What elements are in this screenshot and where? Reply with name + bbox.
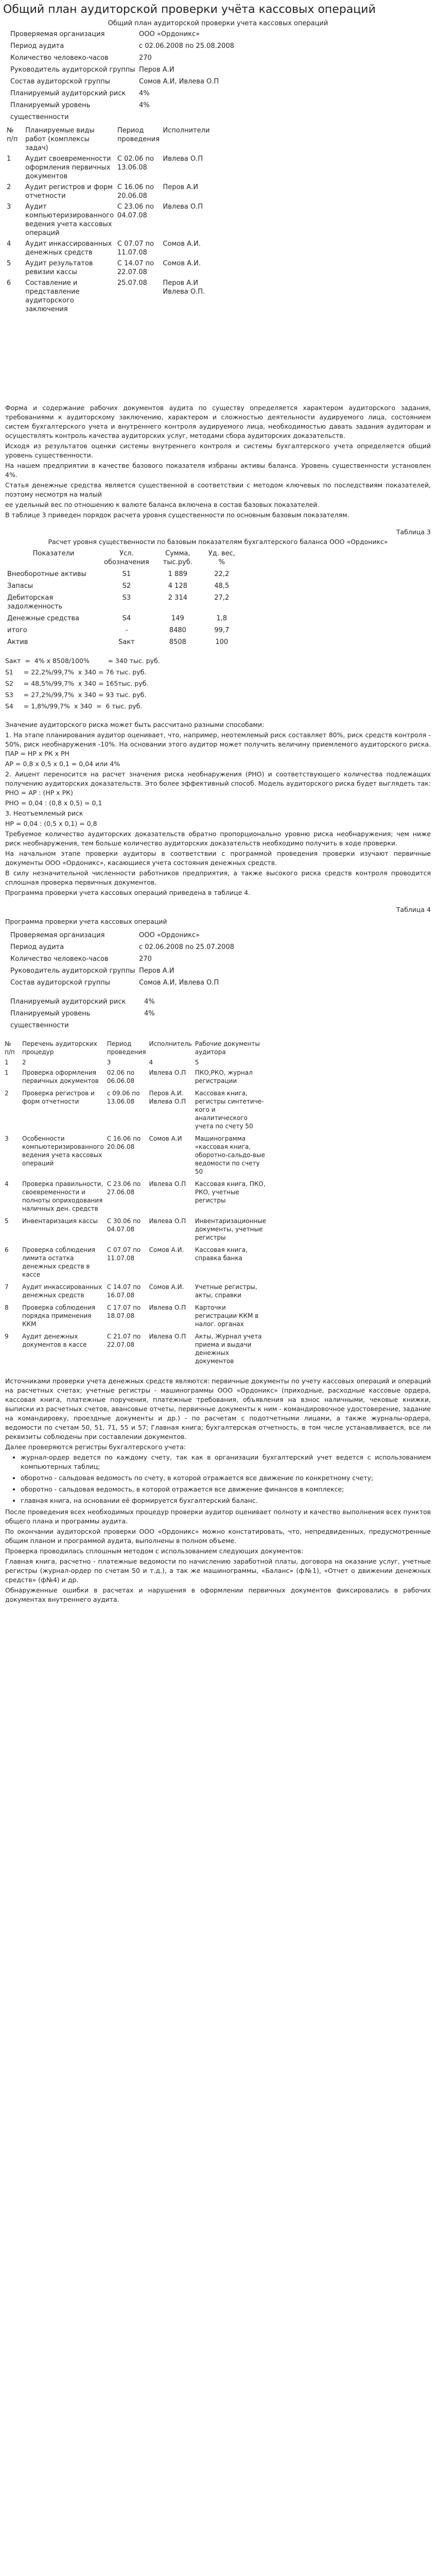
table4-mat-label: Планируемый уровень существенности — [10, 1010, 91, 1029]
paragraph: Программа проверки учета кассовых операций приведена в таблице 4. — [5, 889, 251, 896]
table4-info-row — [0, 929, 436, 941]
table4-cell-p: С 30.06 по 04.07.08 — [107, 1217, 141, 1233]
plan-cell-p: С 07.07 по 11.07.08 — [117, 240, 154, 257]
table3-cell: 48,5 — [214, 582, 230, 590]
plan-cell-n: 6 — [7, 279, 11, 287]
table4-cell-w: Проверка соблюдения порядка применения ККМ — [22, 1304, 96, 1328]
table4-info-value: Сомов А.И, Ивлева О.П — [139, 979, 219, 987]
table4-cell-e: Сомов А.И. — [149, 1246, 184, 1253]
table4-colnums — [3, 1057, 268, 1067]
table4-cell-d: Учетные регистры, акты, справки — [195, 1283, 257, 1299]
table4-mat-row — [0, 1008, 436, 1031]
section-paragraphs-1 — [0, 403, 436, 520]
plan-info-label: Количество человеко-часов — [10, 54, 109, 62]
table3-cell: 149 — [171, 615, 184, 622]
calc-lines — [0, 655, 436, 712]
table4-info-label: Проверяемая организация — [10, 931, 105, 939]
table3-cell: 99,7 — [214, 626, 230, 634]
table4-cell-w: Проверка регистров и форм отчетности — [22, 1090, 95, 1105]
paragraph: 2. Аицент переносится на расчет значения риска необнаружения (РНО) и соответствующего количества подлежащих получению аудиторских доказательств. Это более эффективный способ. Модель аудиторского риска будет выглядеть так: РНО = АР : (НР х РК) — [5, 770, 431, 796]
table4-cell-p: 02.06 по 06.06.08 — [107, 1069, 135, 1084]
table4-cell-d: Машинограмма «кассовая книга, оборотно-сальдо-вые ведомости по счету 50 — [195, 1135, 265, 1175]
plan-cell-e: Сомов А.И. — [163, 240, 201, 248]
plan-cell-w: Аудит своевременности оформления первичных документов — [25, 155, 111, 180]
table4-cell-w: Аудит инкассированных денежных средств — [22, 1283, 102, 1299]
plan-cell-e: Перов А.И Ивлева О.П. — [163, 279, 205, 296]
spacer — [0, 1031, 436, 1039]
table4 — [3, 1039, 268, 1368]
table4-cell-p: С 17.07 по 18.07.08 — [107, 1304, 141, 1319]
plan-table-row — [5, 182, 221, 201]
plan-info-row — [0, 52, 436, 64]
table4-colnum: 2 — [22, 1059, 26, 1066]
table3-cell: 100 — [215, 638, 229, 646]
plan-head-p: Период проведения — [117, 127, 160, 143]
plan-info-label: Проверяемая организация — [10, 30, 105, 38]
table3-cell: 8508 — [169, 638, 186, 646]
plan-cell-e: Перов А.И — [163, 183, 198, 191]
table3-cell: Дебиторская задолженность — [7, 594, 63, 611]
table3-cell: - — [125, 626, 128, 634]
plan-cell-p: 25.07.08 — [117, 279, 147, 287]
table3-cell: 1 889 — [168, 570, 187, 578]
table4-info-value: с 02.06.2008 по 25.07.2008 — [139, 943, 234, 951]
paragraph: Источниками проверки учета денежных средств являются: первичные документы по учету кассовых операций и операций на расчетных счетах; учетные регистры - машинограммы ООО «Ордоникс» (приходные, расходные кассовые ордера, кассовая книга, платежные поручения, платежные требования, объявления на взнос наличными, чековые книжки, выписки из расчетных счетов, авансовые отчеты, первичные документы к ним - командировочное удостоверение, задание на командировку, проездные документы и др.) - по расчетам с подотчетными лицами, а также журналы-ордера, ведомости по счетам 50, 51, 71, 55 и 57; Главная книга; бухгалтерская отчетность, в том числе устанавливается, все ли реквизиты соблюдены при составлении документов. — [5, 1377, 431, 1440]
paragraph: 1. На этапе планирования аудитор оценивает, что, например, неотемлемый риск составляет 80%, риск средств контроля - 50%, риск необнаружения -10%. На основании этого аудитор может получить величину приемлемого аудиторского риска. ПАР = НР х РК х РН — [5, 731, 431, 757]
paragraph: НР = 0,04 : (0,5 х 0,1) = 0,8 — [5, 820, 97, 827]
table4-cell-e: Сомов А.И. — [149, 1283, 184, 1291]
plan-table-header — [5, 125, 221, 154]
table4-cell-p: С 16.06 по 20.06.08 — [107, 1135, 141, 1150]
table3-cell: Запасы — [7, 582, 33, 590]
paragraph: Обнаруженные ошибки в расчетах и нарушения в оформлении первичных документов фиксировались в рабочих документах внутреннего аудита. — [5, 1586, 431, 1603]
paragraph: Форма и содержание рабочих документов аудита по существу определяется характером аудиторского задания, требованиями к аудиторскому заключению, характером и сложностью деятельности аудируемого лица, состоянием систем бухгалтерского учета и внутреннего контроля аудируемого лица, необходимостью давать задания аудиторам и осуществлять контроль качества аудиторских услуг, методами сбора аудиторских доказательств. — [5, 404, 431, 439]
plan-cell-w: Аудит компьютеризированного ведения учета кассовых операций — [25, 203, 114, 237]
plan-cell-p: С 23.06 по 04.07.08 — [117, 203, 154, 219]
table4-info-row — [0, 965, 436, 977]
table3-head-1: Усл. обозначения — [104, 550, 149, 566]
paragraph: После проведения всех необходимых процедур проверки аудитор оценивает полноту и качество выполнения всех пунктов общего плана и программы аудита. — [5, 1508, 431, 1525]
table4-cell-w: Проверка правильности, своевременности и полноты оприходования наличных ден. средств — [22, 1180, 103, 1212]
table3-cell: 4 128 — [168, 582, 187, 590]
table4-cell-w: Особенности компьютеризированного ведения учета кассовых операций — [22, 1135, 104, 1167]
table4-cell-d: Карточки регистрации ККМ в налог. органах — [195, 1304, 259, 1328]
table4-cell-n: 6 — [5, 1246, 9, 1253]
table4-info-row — [0, 953, 436, 965]
table4-cell-d: Инвентаризационные документы, учетные регистры — [195, 1217, 267, 1241]
table4-cell-n: 8 — [5, 1304, 9, 1311]
table4-head-w: Перечень аудиторских процедур — [22, 1040, 97, 1056]
plan-info-label: Планируемый уровень существенности — [10, 101, 91, 121]
list-item: • оборотно - сальдовая ведомость по счету, в которой отражается все движение по конкретному счету; — [21, 1473, 431, 1483]
spacer — [0, 648, 436, 655]
table4-risk-label: Планируемый аудиторский риск — [10, 998, 126, 1006]
table4-info-value: 270 — [139, 955, 152, 963]
table4-cell-e: Ивлева О.П — [149, 1180, 186, 1188]
table3-row — [5, 580, 239, 592]
table4-mat-value: 4% — [144, 1010, 155, 1018]
table4-cell-n: 5 — [5, 1217, 9, 1225]
table4-cell-n: 7 — [5, 1283, 9, 1291]
table4-head-p: Период проведения — [107, 1040, 146, 1056]
table4-cell-n: 9 — [5, 1333, 9, 1340]
table4-risk-row — [0, 996, 436, 1008]
table4-cell-d: ПКО,РКО, журнал регистрации — [195, 1069, 253, 1084]
spacer — [0, 899, 436, 906]
table4-cell-p: С 14.07 по 16.07.08 — [107, 1283, 141, 1299]
table3-cell: 2 314 — [168, 594, 187, 602]
paragraph: В силу незначительной численности работников предприятия, а также высокого риска средств контроля проводится сплошная проверка первичных документов. — [5, 869, 431, 886]
plan-info-row — [0, 64, 436, 76]
section-paragraphs-3 — [0, 1377, 436, 1452]
calc-line: S4 = 1,8%/99,7% х 340 = 6 тыс. руб. — [5, 702, 143, 710]
paragraph: РНО = 0,04 : (0,8 х 0,5) = 0,1 — [5, 799, 102, 807]
table3-row — [5, 624, 239, 636]
table3-cell: S3 — [122, 594, 131, 602]
table4-cell-w: Проверка соблюдения лимита остатка денежных средств в кассе — [22, 1246, 96, 1278]
plan-head-n: № п/п — [7, 127, 18, 143]
plan-info-value: 270 — [139, 54, 152, 62]
table3-head-3: Уд. вес, % — [208, 550, 235, 566]
plan-info-label: Период аудита — [10, 42, 64, 50]
table4-cell-p: с 09.06 по 13.06.08 — [107, 1090, 140, 1105]
table4-head-n: № п/п — [5, 1040, 15, 1056]
table4-cell-e: Ивлева О.П — [149, 1217, 186, 1225]
plan-cell-e: Сомов А.И. — [163, 260, 201, 267]
table4-row — [3, 1067, 268, 1088]
paragraph: Статья денежные средства является существенной в соответствии с методом ключевых по последствиям показателей, поэтому несмотря на малый — [5, 481, 431, 498]
calc-line: Sакт = 4% х 8508/100% = 340 тыс. руб. — [5, 657, 160, 665]
calc-line: S2 = 48,5%/99,7% х 340 = 165тыс. руб. — [5, 680, 149, 687]
table3 — [5, 548, 239, 648]
plan-info-value: 4% — [139, 101, 150, 109]
table3-head-0: Показатели — [32, 550, 75, 557]
table4-row — [3, 1179, 268, 1216]
table4-row — [3, 1133, 268, 1179]
table4-cell-d: Кассовая книга, ПКО, РКО, учетные регистры — [195, 1180, 266, 1204]
table4-cell-e: Ивлева О.П — [149, 1069, 186, 1076]
table4-cell-e: Ивлева О.П — [149, 1333, 186, 1340]
plan-info-label: Руководитель аудиторской группы — [10, 66, 135, 74]
table3-header — [5, 548, 239, 568]
table3-row — [5, 568, 239, 580]
spacer — [0, 1368, 436, 1376]
plan-cell-w: Аудит инкассированных денежных средств — [25, 240, 112, 257]
plan-info-row — [0, 99, 436, 123]
plan-cell-w: Аудит регистров и форм отчетности — [25, 183, 113, 200]
table4-head-d: Рабочие документы аудитора — [195, 1040, 260, 1056]
paragraph: Исходя из результатов оценки системы внутреннего контроля и системы бухгалтерского учета определяется общий уровень существенности. — [5, 442, 431, 459]
table4-info-label: Состав аудиторской группы — [10, 979, 110, 987]
table3-cell: 22,2 — [214, 570, 230, 578]
table4-head-e: Исполнитель — [149, 1040, 192, 1047]
section-paragraphs-2 — [0, 720, 436, 897]
plan-cell-p: С 16.06 по 20.06.08 — [117, 183, 154, 200]
table4-info-row — [0, 941, 436, 953]
paragraph: Далее проверяются регистры бухгалтерского учета: — [5, 1443, 186, 1451]
table4-cell-e: Сомов А.И — [149, 1135, 182, 1142]
paragraph: Главная книга, расчетно - платежные ведомости по начислению заработной платы, договора на оказание услуг, учетные регистры (журнал-ордер по счетам 50 и т.д.), а так же машинограммы, «Баланс» (ф№1), «Отчет о движении денежных средств» (ф№4) и др. — [5, 1557, 431, 1584]
table4-cell-w: Проверка оформления первичных документов — [22, 1069, 99, 1084]
table4-cell-w: Аудит денежных документов в кассе — [22, 1333, 87, 1348]
plan-cell-p: С 02.06 по 13.06.08 — [117, 155, 154, 172]
table4-colnum: 3 — [107, 1059, 111, 1066]
table4-info — [0, 929, 436, 989]
table4-colnum: 1 — [5, 1059, 9, 1066]
table3-cell: 8480 — [169, 626, 186, 634]
spacer — [0, 315, 436, 402]
list-item: • журнал-ордер ведется по каждому счету, так как в организации бухгалтерский учет ведется с использованием компьютерных таблиц; — [21, 1453, 431, 1471]
table4-cell-p: С 21.07 по 22.07.08 — [107, 1333, 141, 1348]
plan-table-row — [5, 278, 221, 315]
table4-info-value: Перов А.И — [139, 967, 175, 975]
plan-table-row — [5, 154, 221, 182]
plan-info-row — [0, 76, 436, 88]
table3-cell: S1 — [122, 570, 131, 578]
table3-caption: Расчет уровня существенности по базовым показателям бухгалтерского баланса ООО «Ордоникс» — [48, 538, 388, 546]
plan-table-row — [5, 258, 221, 278]
plan-cell-e: Ивлева О.П — [163, 155, 203, 163]
table4-caption: Программа проверки учета кассовых операций — [5, 918, 167, 925]
table4-info-label: Руководитель аудиторской группы — [10, 967, 135, 975]
table4-row — [3, 1331, 268, 1368]
plan-cell-p: С 14.07 по 22.07.08 — [117, 260, 154, 276]
table3-cell: Внеоборотные активы — [7, 570, 86, 578]
plan-head-e: Исполнители — [163, 127, 210, 134]
plan-info-label: Состав аудиторской группы — [10, 78, 110, 86]
plan-table-row — [5, 239, 221, 258]
page-title: Общий план аудиторской проверки учёта кассовых операций — [3, 3, 376, 16]
table4-header — [3, 1039, 268, 1057]
table4-cell-p: С 23.06 по 27.06.08 — [107, 1180, 141, 1196]
table4-cell-n: 1 — [5, 1069, 9, 1076]
table3-cell: S2 — [122, 582, 131, 590]
table3-cell: Актив — [7, 638, 28, 646]
list-item: • оборотно - сальдовая ведомость, в которой отражается все движение финансов в комплексе; — [21, 1485, 431, 1494]
table3-cell: 27,2 — [214, 594, 230, 602]
plan-info-value: с 02.06.2008 по 25.08.2008 — [139, 42, 234, 50]
table3-row — [5, 636, 239, 648]
plan-table — [5, 125, 221, 315]
plan-info-value: 4% — [139, 90, 150, 97]
plan-cell-n: 4 — [7, 240, 11, 248]
table4-cell-d: Акты, Журнал учета приема и выдачи денежных документов — [195, 1333, 262, 1365]
table3-row — [5, 613, 239, 624]
plan-subtitle: Общий план аудиторской проверки учета кассовых операций — [108, 20, 328, 27]
plan-cell-e: Ивлева О.П — [163, 203, 203, 211]
plan-info-label: Планируемый аудиторский риск — [10, 90, 126, 97]
plan-info-row — [0, 40, 436, 52]
paragraph: Требуемое количество аудиторских доказательств обратно пропорционально уровню риска необнаружения; чем ниже риск необнаружения, тем больше количество аудиторских доказательств необходимо получить в ходе проверки. — [5, 830, 431, 847]
paragraph: По окончании аудиторской проверки ООО «Ордоникс» можно констатировать, что, непредвиденных, предусмотренные общим планом и программой аудита, выполнены в полном объеме. — [5, 1528, 431, 1545]
paragraph: В таблице 3 приведен порядок расчета уровня существенности по основным базовым показателям. — [5, 511, 350, 519]
table4-info-value: ООО «Ордоникс» — [139, 931, 200, 939]
registers-list — [21, 1453, 431, 1505]
table4-row — [3, 1216, 268, 1245]
spacer — [0, 521, 436, 528]
plan-info-value: Сомов А.И, Ивлева О.П — [139, 78, 219, 86]
table4-colnum: 5 — [195, 1059, 199, 1066]
paragraph: 3. Неотъемлемый риск — [5, 809, 83, 817]
spacer — [0, 712, 436, 719]
paragraph: Проверка проводилась сплошным методом с использованием следующих документов: — [5, 1547, 304, 1555]
table4-cell-e: Ивлева О.П — [149, 1304, 186, 1311]
paragraph: На нашем предприятии в качестве базового показателя избраны активы баланса. Уровень существенности установлен 4%. — [5, 462, 431, 479]
table4-row — [3, 1088, 268, 1133]
section-paragraphs-4 — [0, 1507, 436, 1604]
table4-cell-n: 4 — [5, 1180, 9, 1188]
table4-colnum: 4 — [149, 1059, 153, 1066]
table3-cell: Sакт — [118, 638, 135, 646]
table3-row — [5, 592, 239, 613]
table4-risk-value: 4% — [144, 998, 155, 1006]
plan-info-row — [0, 88, 436, 99]
table3-head-2: Сумма, тыс.руб. — [163, 550, 193, 566]
table3-cell: Денежные средства — [7, 615, 79, 622]
table3-label: Таблица 3 — [396, 528, 431, 536]
plan-cell-n: 3 — [7, 203, 11, 211]
paragraph: АР = 0,8 х 0,5 х 0,1 = 0,04 или 4% — [5, 760, 120, 768]
paragraph: ее удельный вес по отношению к валюте баланса включена в состав базовых показателей. — [5, 501, 320, 509]
table4-row — [3, 1245, 268, 1282]
table4-cell-n: 3 — [5, 1135, 9, 1142]
table3-cell: 1,8 — [216, 615, 228, 622]
plan-info — [0, 28, 436, 123]
plan-cell-w: Аудит результатов ревизии кассы — [25, 260, 93, 276]
plan-cell-n: 2 — [7, 183, 11, 191]
calc-line: S1 = 22,2%/99,7% х 340 = 76 тыс. руб. — [5, 668, 147, 676]
plan-info-value: ООО «Ордоникс» — [139, 30, 200, 38]
table4-info-row — [0, 977, 436, 989]
plan-cell-w: Составление и представление аудиторского заключения — [25, 279, 80, 313]
table4-info-label: Период аудита — [10, 943, 64, 951]
plan-cell-n: 1 — [7, 155, 11, 163]
plan-info-row — [0, 28, 436, 40]
table4-cell-e: Перов А.И. Ивлева О.П — [149, 1090, 186, 1105]
calc-line: S3 = 27,2%/99,7% х 340 = 93 тыс. руб. — [5, 691, 147, 699]
table4-row — [3, 1282, 268, 1302]
table4-risk-block — [0, 996, 436, 1031]
plan-head-w: Планируемые виды работ (комплексы задач) — [25, 127, 95, 152]
plan-cell-n: 5 — [7, 260, 11, 267]
table3-cell: итого — [7, 626, 27, 634]
table4-cell-p: С 07.07 по 11.07.08 — [107, 1246, 141, 1262]
plan-info-value: Перов А.И — [139, 66, 175, 74]
table4-cell-w: Инвентаризация кассы — [22, 1217, 98, 1225]
table4-row — [3, 1302, 268, 1331]
table3-cell: S4 — [122, 615, 131, 622]
plan-table-row — [5, 201, 221, 239]
list-item: • главная книга, на основании её формируется бухгалтерский баланс. — [21, 1496, 431, 1505]
table4-cell-n: 2 — [5, 1090, 9, 1097]
table4-cell-d: Кассовая книга, справка банка — [195, 1246, 248, 1262]
table4-label: Таблица 4 — [396, 906, 431, 913]
table4-cell-d: Кассовая книга, регистры синтетиче-кого и аналитического учета по счету 50 — [195, 1090, 264, 1130]
paragraph: Значение аудиторского риска может быть рассчитано разными способами: — [5, 721, 265, 728]
paragraph: На начальном этапе проверки аудиторы в соответствии с программой проведения проверки изучают первичные документы ООО «Ордоникс», касающиеся учета состояния денежных средств. — [5, 850, 431, 867]
table4-info-label: Количество человеко-часов — [10, 955, 109, 963]
